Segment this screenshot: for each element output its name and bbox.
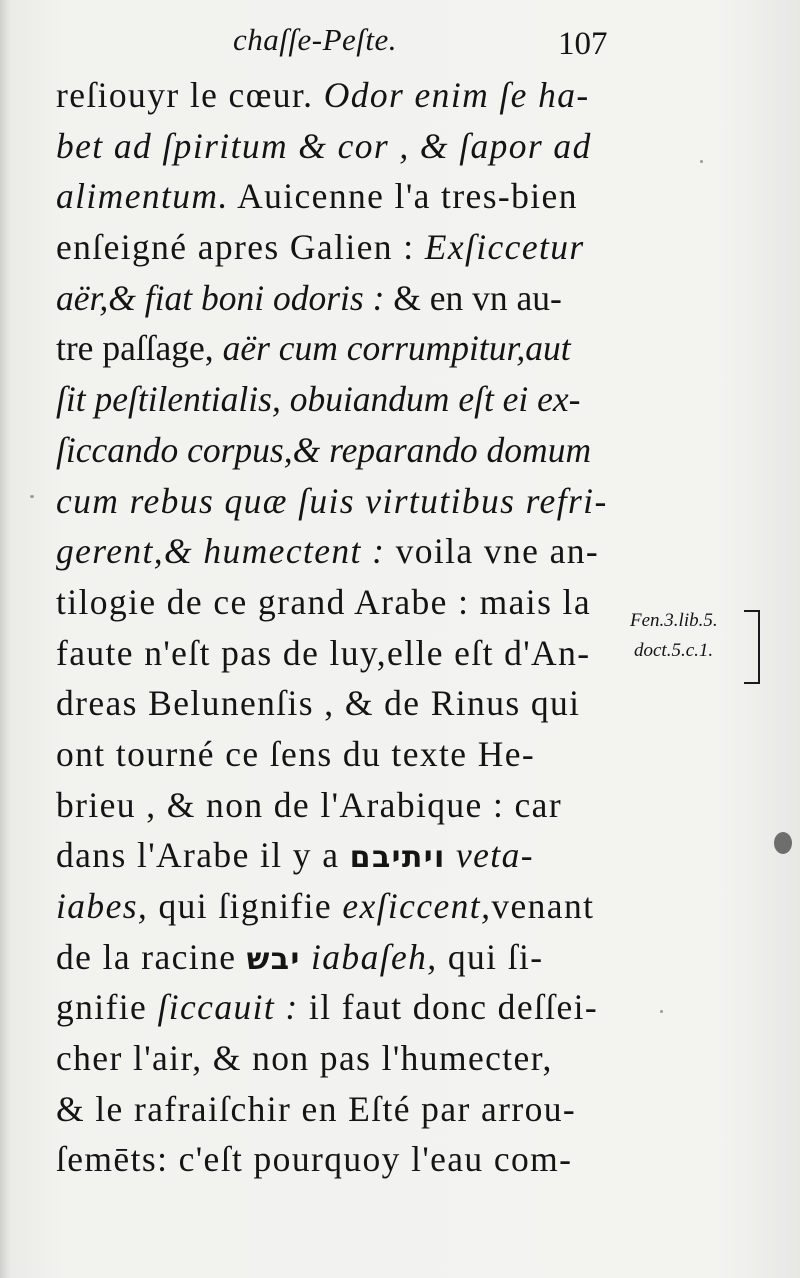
italic-text: veta- [445, 835, 534, 876]
ink-blot [774, 832, 792, 854]
text-line [56, 780, 626, 831]
italic-text: aër cum corrumpitur,aut [222, 328, 571, 369]
roman-text: qui ſignifie [148, 886, 343, 926]
text-line [56, 628, 626, 679]
italic-text: exſiccent, [342, 886, 492, 926]
paper-speck [700, 160, 703, 163]
roman-text: il faut donc deſſei- [298, 987, 599, 1028]
roman-text: reſiouyr le cœur. [56, 75, 324, 115]
roman-text: enſeigné apres Galien : [56, 227, 425, 268]
hebrew-word: ויתיבם [349, 840, 446, 876]
text-line [56, 323, 626, 374]
body-text [56, 70, 626, 1185]
italic-text: iabes, [56, 886, 149, 926]
margin-note-line-2: doct.5.c.1. [634, 640, 714, 661]
text-line [56, 70, 626, 121]
roman-text: ont tourné ce ſens du texte He- [56, 733, 536, 774]
roman-text: faute n'eſt pas de luy,elle eſt d'An- [56, 632, 591, 673]
italic-text: gerent,& humectent : [56, 531, 386, 572]
margin-note [630, 606, 760, 666]
text-line [56, 1084, 626, 1135]
roman-text: cher l'air, & non pas l'humecter, [56, 1038, 553, 1079]
text-line [56, 932, 626, 983]
roman-text: de la racine [56, 936, 247, 977]
margin-note-bracket [744, 610, 760, 684]
hebrew-word: יבש [246, 941, 301, 977]
text-line [56, 678, 626, 729]
roman-text: & en vn au- [384, 277, 562, 318]
roman-text: tilogie de ce grand Arabe : mais la [56, 581, 591, 622]
roman-text: gnifie [56, 987, 158, 1028]
paper-speck [30, 495, 34, 498]
text-line [56, 1033, 626, 1084]
text-line [56, 374, 626, 425]
roman-text: & le rafraiſchir en Eſté par arrou- [56, 1088, 577, 1129]
italic-text: cum rebus quæ ſuis virtutibus refri- [56, 480, 608, 521]
roman-text: venant [491, 886, 595, 926]
italic-text: ſit peſtilentialis, obuiandum eſt ei ex- [56, 379, 581, 420]
text-line [56, 526, 626, 577]
text-line [56, 729, 626, 780]
text-line [56, 222, 626, 273]
page-edge-shadow [0, 0, 10, 1278]
italic-text: Exſiccetur [424, 227, 585, 268]
paper-speck [660, 1010, 663, 1013]
italic-text: bet ad ſpiritum & cor , & ſapor ad [56, 125, 592, 166]
roman-text: dans l'Arabe il y a [56, 835, 350, 876]
text-line [56, 425, 626, 476]
text-line [56, 171, 626, 222]
text-line [56, 476, 626, 527]
text-line [56, 881, 626, 932]
italic-text: ſiccando corpus,& reparando domum [56, 429, 592, 470]
page-number: 107 [558, 26, 608, 62]
italic-text: aër,& fiat boni odoris : [56, 277, 385, 318]
text-line [56, 273, 626, 324]
roman-text: Auicenne l'a tres-bien [228, 176, 578, 217]
running-head: chaſſe-Peſte. [233, 22, 397, 57]
text-line [56, 982, 626, 1033]
text-line [56, 1134, 626, 1185]
italic-text: Odor enim ſe ha- [323, 75, 590, 115]
page-header [0, 22, 800, 72]
roman-text: brieu , & non de l'Arabique : car [56, 784, 563, 825]
italic-text: alimentum. [56, 176, 229, 217]
roman-text: qui ſi- [437, 936, 544, 977]
roman-text: tre paſſage, [56, 328, 223, 369]
text-line [56, 830, 626, 881]
text-line [56, 121, 626, 172]
roman-text: voila vne an- [385, 531, 600, 572]
italic-text: iabaſeh, [300, 936, 438, 977]
margin-note-line-1: Fen.3.lib.5. [630, 610, 718, 631]
text-line [56, 577, 626, 628]
italic-text: ſiccauit : [157, 987, 299, 1028]
roman-text: dreas Belunenſis , & de Rinus qui [56, 683, 581, 724]
roman-text: ſemēts: c'eſt pourquoy l'eau com- [56, 1139, 573, 1180]
